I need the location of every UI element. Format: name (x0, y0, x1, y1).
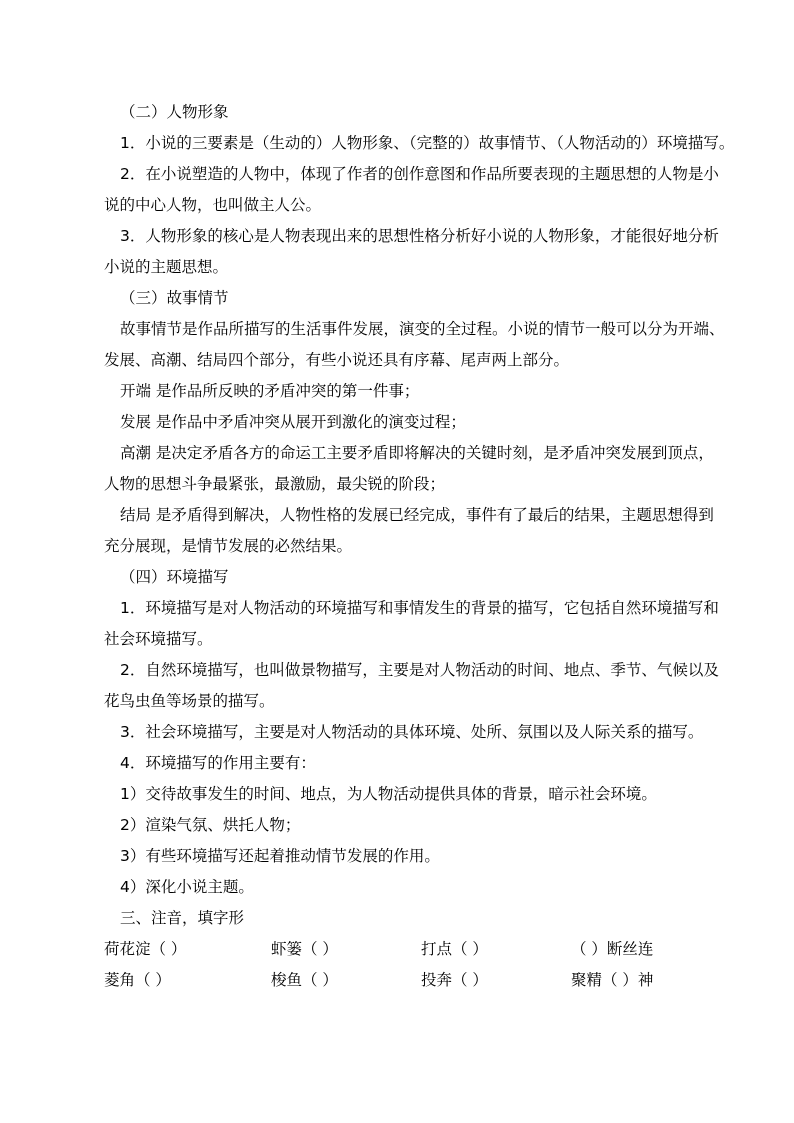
paragraph: 2．自然环境描写，也叫做景物描写，主要是对人物活动的时间、地点、季节、气候以及 (120, 661, 719, 679)
paragraph: 4．环境描写的作用主要有： (120, 754, 316, 772)
paragraph: 发展 是作品中矛盾冲突从展开到激化的演变过程； (120, 413, 466, 431)
paragraph: 2．在小说塑造的人物中，体现了作者的创作意图和作品所要表现的主题思想的人物是小 (120, 165, 719, 183)
paragraph: 故事情节是作品所描写的生活事件发展，演变的全过程。小说的情节一般可以分为开端、 (120, 320, 725, 338)
fill-in-item: 虾篓（ ） (271, 940, 338, 958)
fill-in-row (104, 939, 724, 959)
paragraph: 结局 是矛盾得到解决，人物性格的发展已经完成，事件有了最后的结果，主题思想得到 (120, 506, 714, 524)
list-item: 2）渲染气氛、烘托人物； (120, 816, 301, 834)
paragraph: 开端 是作品所反映的矛盾冲突的第一件事； (120, 382, 420, 400)
section-heading: （四）环境描写 (120, 568, 229, 586)
paragraph-continuation: 人物的思想斗争最紧张，最激励，最尖锐的阶段； (104, 475, 446, 493)
paragraph: 3．社会环境描写，主要是对人物活动的具体环境、处所、氛围以及人际关系的描写。 (120, 723, 704, 741)
fill-in-row (104, 970, 724, 990)
fill-in-item: 菱角（ ） (104, 971, 171, 989)
list-item: 1）交待故事发生的时间、地点，为人物活动提供具体的背景，暗示社会环境。 (120, 785, 657, 803)
paragraph-continuation: 充分展现，是情节发展的必然结果。 (104, 537, 353, 555)
fill-in-item: 荷花淀（ ） (104, 940, 187, 958)
paragraph: 1．小说的三要素是（生动的）人物形象、（完整的）故事情节、（人物活动的）环境描写。 (120, 134, 735, 152)
section-heading: 三、注音，填字形 (120, 909, 245, 927)
paragraph: 高潮 是决定矛盾各方的命运工主要矛盾即将解决的关键时刻，是矛盾冲突发展到顶点， (120, 444, 714, 462)
fill-in-item: 梭鱼（ ） (271, 971, 338, 989)
paragraph-continuation: 发展、高潮、结局四个部分，有些小说还具有序幕、尾声两上部分。 (104, 351, 570, 369)
paragraph-continuation: 小说的主题思想。 (104, 258, 229, 276)
paragraph: 3．人物形象的核心是人物表现出来的思想性格分析好小说的人物形象，才能很好地分析 (120, 227, 719, 245)
paragraph-continuation: 说的中心人物，也叫做主人公。 (104, 196, 322, 214)
section-heading: （三）故事情节 (120, 289, 229, 307)
paragraph-continuation: 社会环境描写。 (104, 630, 213, 648)
fill-in-item: （ ）断丝连 (571, 940, 654, 958)
fill-in-item: 打点（ ） (421, 940, 488, 958)
section-heading: （二）人物形象 (120, 103, 229, 121)
paragraph: 1．环境描写是对人物活动的环境描写和事情发生的背景的描写，它包括自然环境描写和 (120, 599, 719, 617)
list-item: 3）有些环境描写还起着推动情节发展的作用。 (120, 847, 440, 865)
fill-in-item: 聚精（ ）神 (571, 971, 654, 989)
list-item: 4）深化小说主题。 (120, 878, 254, 896)
fill-in-item: 投奔（ ） (421, 971, 488, 989)
paragraph-continuation: 花鸟虫鱼等场景的描写。 (104, 692, 275, 710)
